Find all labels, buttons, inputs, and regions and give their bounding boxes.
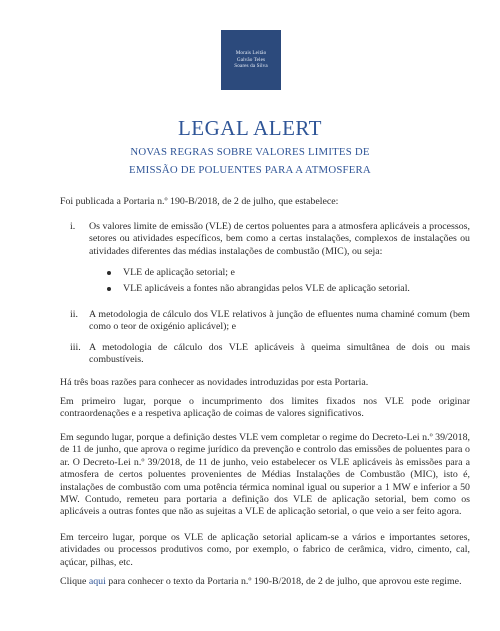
intro-paragraph: Foi publicada a Portaria n.º 190-B/2018, de 2 de julho, que estabelece:	[60, 196, 339, 207]
closing-paragraph	[60, 576, 470, 588]
closing-prefix: Clique	[60, 576, 89, 587]
body-paragraph: Em primeiro lugar, porque o incumprimento dos limites fixados nos VLE pode originar contraordenações e a respetiva aplicação de coimas de valores significativos.	[60, 396, 470, 420]
logo-line: Galvão Teles	[236, 56, 266, 63]
body-paragraph: Em terceiro lugar, porque os VLE de aplicação setorial aplicam-se a vários e importantes setores, atividades ou processos produtivos como, por exemplo, o fabrico de cerâmica, vidro, cimento, cal, açúcar, pilhas, etc.	[60, 532, 470, 568]
item-numeral: i.	[70, 221, 76, 232]
page-subtitle-line-1: NOVAS REGRAS SOBRE VALORES LIMITES DE	[130, 146, 370, 158]
bullet-dot	[107, 287, 111, 291]
body-paragraph: Em segundo lugar, porque a definição destes VLE vem completar o regime do Decreto-Lei n.º 39/2018, de 11 de junho, que aprova o regime jurídico da prevenção e controlo das emissões de poluentes para o ar. O Decreto-Lei n.º 39/2018, de 11 de junho, veio estabelecer os VLE aplicáveis às emissões para a atmosfera de certos poluentes provenientes de Médias Instalações de Combustão (MIC), isto é, instalações de combustão com uma potência térmica nominal igual ou superior a 1 MW e inferior a 50 MW. Contudo, remeteu para portaria a definição dos VLE de aplicação setorial, bem como os aplicáveis a outras fontes que não as sujeitas a VLE de aplicação setorial, o que veio a ser feito agora.	[60, 432, 470, 518]
page-title: LEGAL ALERT	[177, 116, 323, 140]
bullet-item: VLE aplicáveis a fontes não abrangidas pelos VLE de aplicação setorial.	[123, 283, 410, 294]
list-item-text: A metodologia de cálculo dos VLE relativos à junção de efluentes numa chaminé comum (bem como o teor de oxigénio aplicável); e	[89, 309, 470, 333]
portaria-link[interactable]: aqui	[88, 576, 106, 587]
body-paragraph: Há três boas razões para conhecer as novidades introduzidas por esta Portaria.	[60, 377, 369, 388]
item-numeral: iii.	[70, 342, 81, 353]
page-subtitle-line-2: EMISSÃO DE POLUENTES PARA A ATMOSFERA	[129, 164, 371, 176]
logo-line: Soares da Silva	[234, 63, 268, 70]
firm-logo	[221, 30, 281, 90]
list-item-text: Os valores limite de emissão (VLE) de certos poluentes para a atmosfera aplicáveis a processos, setores ou atividades específicos, bem como a certas instalações, complexos de instalações ou atividades diferentes das médias instalações de combustão (MIC), ou seja:	[89, 221, 470, 257]
bullet-item: VLE de aplicação setorial; e	[123, 267, 235, 278]
logo-line: Morais Leitão	[235, 50, 267, 57]
bullet-dot	[107, 271, 111, 275]
list-item-text: A metodologia de cálculo dos VLE aplicáveis à queima simultânea de dois ou mais combustíveis.	[89, 342, 470, 366]
item-numeral: ii.	[70, 309, 78, 320]
closing-suffix: para conhecer o texto da Portaria n.º 190-B/2018, de 2 de julho, que aprovou este regime.	[105, 576, 462, 587]
